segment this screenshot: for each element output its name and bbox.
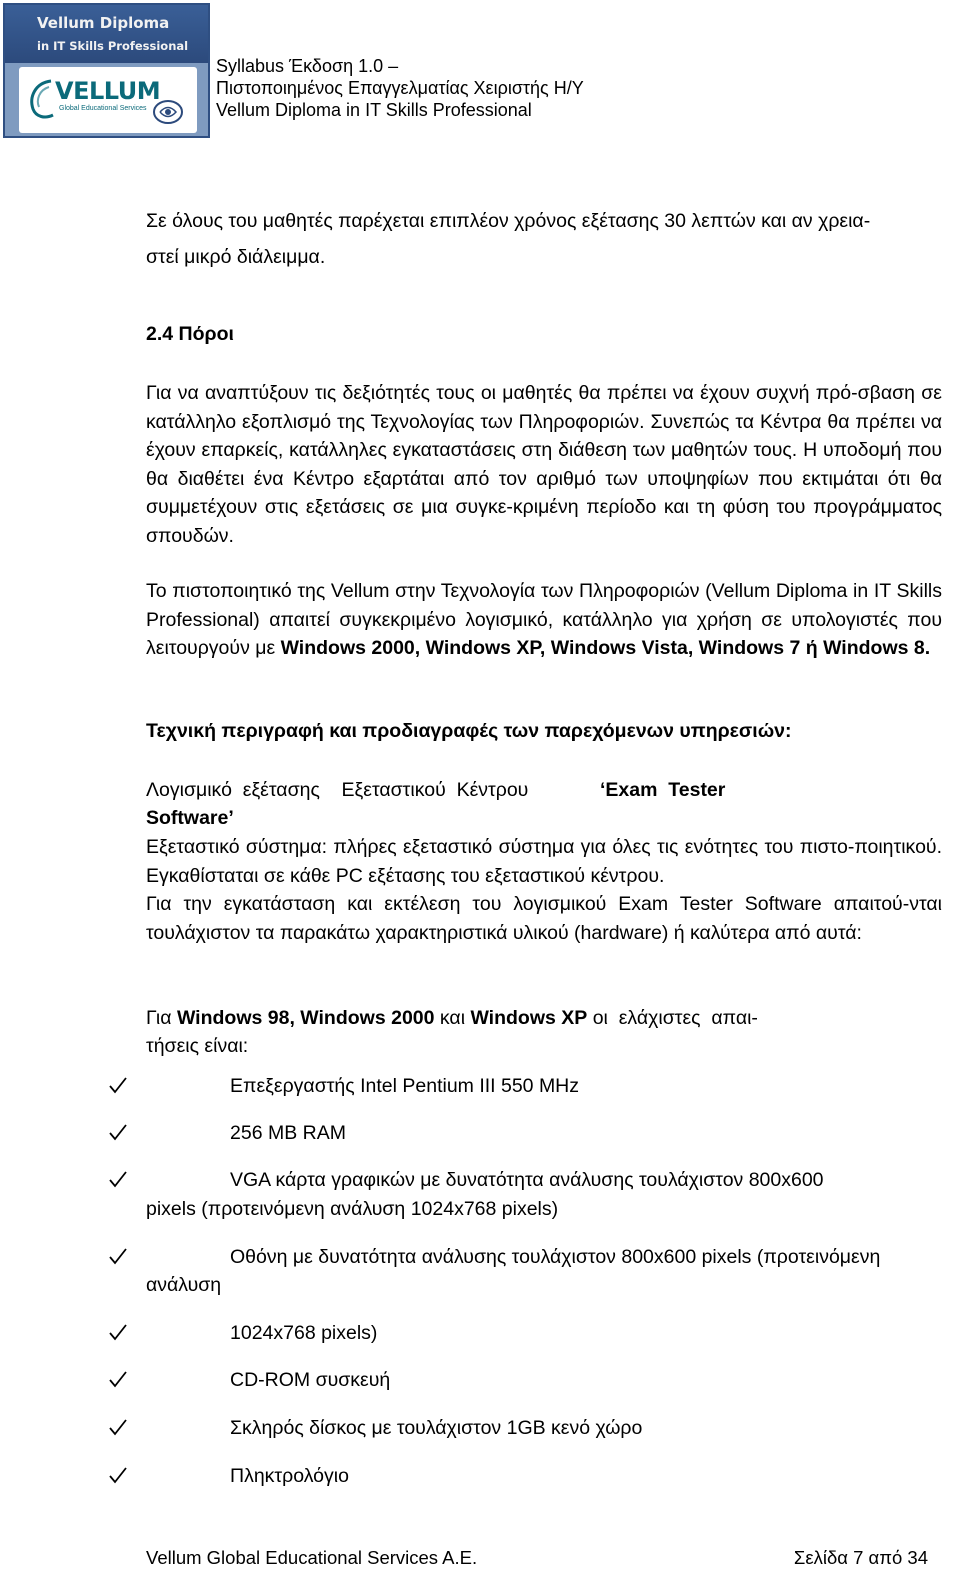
requirement-item-monitor: Οθόνη με δυνατότητα ανάλυσης τουλάχιστον 800x600 pixels (προτεινόμενη (230, 1246, 881, 1268)
requirement-item-resolution: 1024x768 pixels) (230, 1322, 378, 1344)
technical-description-heading: Τεχνική περιγραφή και προδιαγραφές των παρεχόμενων υπηρεσιών: (146, 720, 792, 742)
logo-tagline: Global Educational Services (59, 105, 147, 112)
logo-title-line1: Vellum Diploma (37, 14, 170, 32)
header-diploma-name: Vellum Diploma in IT Skills Professional (216, 100, 532, 120)
logo-card (19, 67, 197, 133)
footer-page-number: Σελίδα 7 από 34 (793, 1547, 928, 1568)
requirement-item-vga-cont: pixels (προτεινόμενη ανάλυση 1024x768 pixels) (146, 1198, 559, 1220)
intro-line-2: στεί μικρό διάλειμμα. (146, 246, 326, 268)
installation-description: Για την εγκατάσταση και εκτέλεση του λογισμικού Exam Tester Software απαιτού-νται τουλάχιστον τα παρακάτω χαρακτηριστικά υλικού (hardware) ή καλύτερα από αυτά: (146, 893, 942, 944)
checkmark-icon (108, 1122, 128, 1142)
esyd-seal-icon (151, 97, 185, 127)
requirement-item-ram: 256 MB RAM (230, 1122, 346, 1144)
logo-brand: VELLUM (55, 77, 161, 105)
software-name-part2: Software’ (146, 807, 234, 829)
requirement-item-monitor-cont: ανάλυση (146, 1274, 222, 1296)
requirement-item-disk: Σκληρός δίσκος με τουλάχιστον 1GB κενό χώρο (230, 1417, 643, 1439)
resources-paragraph: Για να αναπτύξουν τις δεξιότητές τους οι μαθητές θα πρέπει να έχουν συχνή πρό-σβαση σε κατάλληλο εξοπλισμό της Τεχνολογίας των Πληροφοριών. Συνεπώς τα Κέντρα θα πρέπει να έχουν επαρκείς, κατάλληλες εγκαταστάσεις στη διάθεση των μαθητών τους. Η υποδομή που θα διαθέτει ένα Κέντρο εξαρτάται από τον αριθμό των υποψηφίων που εκτιμάται ότι θα συμμετέχουν στις εξετάσεις σε μια συγκε-κριμένη περίοδο και τη φύση του προγράμματος σπουδών. (146, 382, 942, 547)
req-prefix: Για (146, 1007, 177, 1029)
vellum-swirl-icon (27, 75, 57, 121)
requirement-item-vga: VGA κάρτα γραφικών με δυνατότητα ανάλυσης τουλάχιστον 800x600 (230, 1169, 824, 1191)
supported-os-list: Windows 2000, Windows XP, Windows Vista, Windows 7 ή Windows 8. (280, 637, 931, 659)
req-os-list-1: Windows 98, Windows 2000 (176, 1007, 435, 1029)
checkmark-icon (108, 1246, 128, 1266)
software-description: Εξεταστικό σύστημα: πλήρες εξεταστικό σύστημα για όλες τις ενότητες του πιστο-ποιητικού. Εγκαθίσταται σε κάθε PC εξέτασης του εξεταστικού κέντρου. (146, 836, 942, 887)
software-label: Λογισμικό εξέτασης Εξεταστικού Κέντρου (146, 779, 529, 801)
software-label-line (146, 776, 726, 805)
vellum-diploma-logo (3, 3, 210, 138)
minimum-requirements-line-1 (146, 1004, 942, 1033)
intro-line-1: Σε όλους του μαθητές παρέχεται επιπλέον χρόνος εξέτασης 30 λεπτών και αν χρεια- (146, 210, 871, 232)
checkmark-icon (108, 1169, 128, 1189)
req-mid: και (434, 1007, 471, 1029)
checkmark-icon (108, 1369, 128, 1389)
logo-title-line2: in IT Skills Professional (37, 39, 189, 53)
header-syllabus-version: Syllabus Έκδοση 1.0 – (216, 56, 399, 76)
checkmark-icon (108, 1322, 128, 1342)
software-name-part1: ‘Exam Tester (600, 779, 726, 801)
section-heading-resources: 2.4 Πόροι (146, 323, 234, 345)
req-suffix: οι ελάχιστες απαι- (587, 1007, 758, 1029)
software-requirement-paragraph (146, 577, 942, 663)
software-requirement-text: Το πιστοποιητικό της Vellum στην Τεχνολογία των Πληροφοριών (Vellum Diploma in IT Skills Professional) απαιτεί συγκεκριμένο λογισμικό, κατάλληλο για χρήση σε υπολογιστές που λειτουργούν με (146, 580, 942, 659)
requirement-item-cdrom: CD-ROM συσκευή (230, 1369, 391, 1391)
requirement-item-cpu: Επεξεργαστής Intel Pentium III 550 MHz (230, 1075, 580, 1097)
checkmark-icon (108, 1417, 128, 1437)
header-certification-title: Πιστοποιημένος Επαγγελματίας Χειριστής Η/Υ (216, 78, 584, 98)
footer-company: Vellum Global Educational Services A.E. (146, 1547, 478, 1568)
requirement-item-keyboard: Πληκτρολόγιο (230, 1465, 349, 1487)
minimum-requirements-line-2: τήσεις είναι: (146, 1035, 249, 1057)
req-os-list-2: Windows XP (470, 1007, 588, 1029)
checkmark-icon (108, 1465, 128, 1485)
checkmark-icon (108, 1075, 128, 1095)
